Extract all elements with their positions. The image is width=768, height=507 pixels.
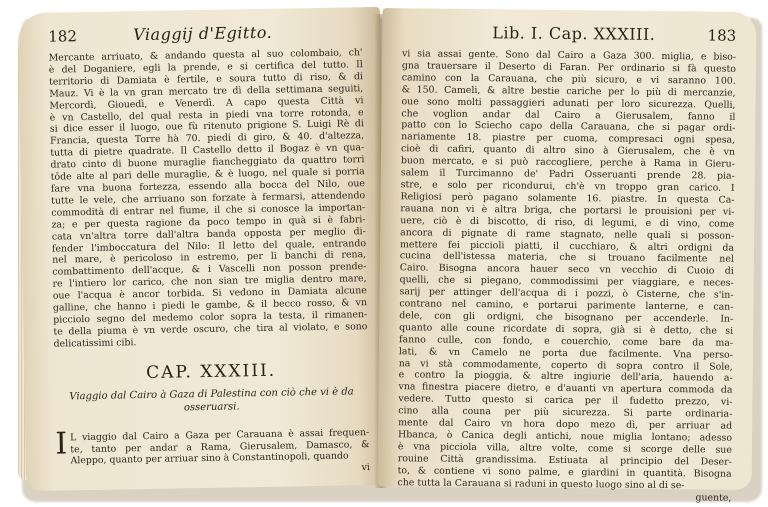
text-line: cucina dell'istessa materia, che si trouano facilmente nel (399, 250, 734, 266)
text-line: quelli, che si piegano, commodissimi per viaggiare, e neces- (399, 274, 734, 289)
chapter-subtitle: Viaggio dal Cairo à Gaza di Palestina con ciò che vi è da osseruarsi. (69, 386, 354, 414)
text-line: re l'intiero lor carico, che non sian tre miglia dentro mare, (52, 273, 367, 290)
text-line: combattimento dell'acque, & i Vascelli non posson prende- (52, 261, 367, 278)
text-line: Religiosi però pagano solamente 16. piastre. In questa Ca- (400, 191, 735, 206)
text-line: è del Doganiere, egli la prende, e si certifica del tutto. Il (48, 59, 363, 76)
text-line: za; e per questa ragione da poco tempo in quà si è fabri- (51, 213, 366, 231)
left-page-header (48, 21, 362, 50)
text-line: fender l'imboccatura del Nilo: Il letto del quale, entrando (51, 237, 367, 255)
left-catchword: vi (361, 462, 370, 474)
text-line: cioè di cafiri, quanto di altro sino à Gierusalem, che è vn (400, 143, 736, 159)
text-line: si dice esser il luogo, oue fù ritenuto prigione S. Luigi Rè di (49, 118, 364, 136)
text-line: è vn Castello, del qual resta in piedi vna torre rotonda, e (49, 106, 364, 124)
text-line: Mercordì, Giouedì, e Venerdì. A capo questa Città vi (49, 94, 364, 112)
text-line: te, tanto per andar a Rama, Gierusalem, Damasco, & (70, 438, 370, 455)
left-page-body-top (49, 47, 368, 350)
text-line: fare vna buona fortezza, essendo alla bocca del Nilo, oue (50, 178, 365, 195)
text-line: drato cinto di buone muraglie fiancheggiato da quattro torri (50, 154, 365, 171)
text-line: galline, che hanno i piedi le gambe, & il becco rosso, & vn (52, 297, 368, 314)
text-line: nel mare, è pericoloso in estremo, per li banchi di rena, (52, 249, 367, 267)
text-line: tōde alte al pari delle muraglie, & è luogo, nel quale si porria (50, 166, 365, 183)
text-line: vna finestra piacere dietro, e d'auanti vn apertura commoda da (398, 381, 733, 397)
drop-cap: I (55, 426, 68, 462)
text-line: rouine Città grandissima. Estiuata al principio del Deser- (397, 453, 732, 468)
right-page-header (402, 22, 736, 49)
text-line: L viaggio dal Cairo a Gaza per Carauana è assai frequen- (70, 426, 370, 444)
text-line: uere, ciò è di biscotto, di riso, di legumi, e di vino, come (400, 214, 735, 230)
text-line: stre, e solo per ricondurui, ch'è vn troppo gran carico. I (400, 179, 735, 194)
text-line: contrano nel camino, e portarui parimente lanterne, e can- (399, 298, 734, 313)
text-line: cino alla couna per più sicurezza. Si parte ordinaria- (398, 405, 733, 420)
text-line: delicatissimi cibi. (53, 336, 137, 350)
text-line: che tutta la Carauana si raduni in questo luogo sino al di se- (397, 476, 685, 491)
text-line: oue sono molti passaggieri adunati per loro sicurezza. Quelli, (401, 95, 736, 111)
text-line: Mauz. Vi è la vn gran mercato tre dì della settimana seguiti, (49, 82, 364, 100)
right-catchword: guente, (695, 491, 732, 504)
text-line: dele, con gli ordigni, che bisognano per accenderle. In- (399, 310, 734, 325)
right-running-head: Lib. I. Cap. XXXIII. (492, 23, 656, 44)
text-line: tutta di pietre quadrate. Il Castello detto il Bogaz è vn qua- (50, 142, 365, 159)
left-page (18, 7, 388, 491)
text-line: e contro la pioggia, & altre ingiurie dell'aria, hauendo a- (398, 369, 733, 385)
chapter-title: CAP. XXXIII. (145, 360, 277, 383)
text-line: mettere fei piccioli piatti, il cucchiaro, & altri ordigni da (399, 238, 735, 254)
text-line: territorio di Damiata è fertile, e soura tutto di riso, & di (48, 70, 364, 88)
text-line: sarij per attinger dell'acqua di i pozzi, ò Cisterne, che s'in- (399, 286, 734, 301)
text-line: Aleppo, quanto per arriuar sino à Constantinopoli, quando (70, 450, 349, 467)
chapter-opening (55, 425, 370, 468)
text-line: è vna picciola villa, altre volte, come si scorge delle sue (397, 441, 732, 456)
text-line: Hbanca, ò Canica degli antichi, noue miglia lontano; adesso (397, 429, 733, 444)
text-line: rauana non vi è altra briga, che portarsi le prouisioni per vi- (400, 203, 735, 218)
text-line: gna trauersare il Deserto di Faran. Per ordinario si fà questo (401, 60, 736, 75)
text-line: buon mercato, e si può raccogliere, perche à Rama in Gieru- (400, 155, 735, 170)
text-line: vedere. Tutto questo si carica per il fudetto prezzo, vi- (398, 393, 733, 409)
right-page (378, 8, 757, 504)
text-line: fanno culle, con fondo, e couerchio, come bare da ma- (398, 333, 734, 349)
right-page-number: 183 (707, 26, 737, 45)
text-line: to, & contiene vi sono palme, e giardini in quantità. Bisogna (397, 464, 732, 480)
text-line: Cairo. Bisogna ancora hauer seco vn vecchio di Cuoio di (399, 262, 734, 278)
text-line: quanto alle coune ricordate di sopra, già si è detto, che si (399, 322, 734, 337)
text-line: vi sia assai gente. Sono dal Cairo a Gaza 300. miglia, e biso- (401, 48, 737, 63)
text-line: picciolo segno del medemo color sopra la testa, il rimanen- (53, 309, 368, 326)
left-page-number: 182 (48, 27, 78, 46)
text-line: camino con la Carauana, che più sicuro, e vi saranno 100. (401, 72, 736, 87)
text-line: tutte le vele, che arriuano son forzate à fermarsi, attendendo (51, 190, 366, 207)
text-line: commodità di entrar nel fiume, il che si conosce la importan- (51, 201, 366, 219)
text-line: lati, & vn Camelo ne porta due facilmente. Vna perso- (398, 345, 733, 361)
text-line: patto con lo Sciecho capo della Carauana, che si pagar ordi- (401, 119, 736, 135)
left-running-head: Viaggij d'Egitto. (133, 22, 273, 45)
text-line: salem il Turcimanno de' Padri Osseruanti prende 28. pia- (400, 167, 735, 182)
text-line: cata vn'altra torre dall'altra banda opposta per meglio di- (51, 225, 366, 243)
right-page-body (397, 48, 736, 492)
text-line: Francia, questa Torre hà 70. piedi di giro, & 40. d'altezza, (50, 130, 365, 147)
text-line: che voglion andar dal Cairo a Gierusalem, fanno il (401, 107, 736, 123)
text-line: & 150. Cameli, & altre bestie cariche per lo più di mercanzie, (401, 83, 736, 99)
text-line: mente dal Cairo vn hora dopo mezo dì, per arriuar ad (398, 417, 733, 432)
text-line: te della piuma è vn verde oscuro, che tira al violato, e sono (53, 320, 368, 338)
text-line: Mercante arriuato, & andando questa al suo colombaio, ch' (48, 47, 363, 64)
text-line: na vi stà commodamente, coperto di sopra contro il Sole, (398, 357, 733, 373)
text-line: ancora di pignate di rame stagnato, nelle quali si posson- (400, 226, 735, 242)
left-page-body-bottom (70, 427, 370, 468)
text-line: oue l'acqua è ancor torbida. Si vedono in Damiata alcune (52, 285, 367, 302)
text-line: nariamente 18. piastre per cuoma, compresaci ogni spesa, (401, 131, 736, 147)
